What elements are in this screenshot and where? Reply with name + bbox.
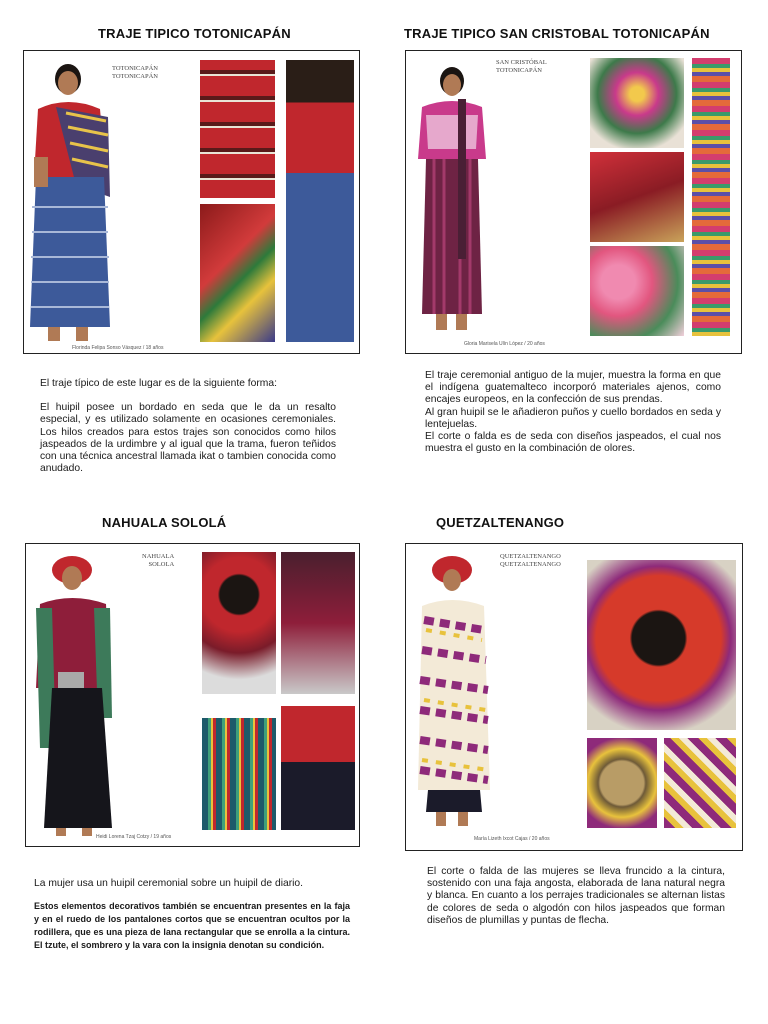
detail-photo-necklace — [590, 152, 684, 242]
location-tag — [496, 59, 547, 75]
section-text-totonicapan — [40, 378, 336, 479]
model-credit: Heidi Lorena Tzaj Cotzy / 19 años — [96, 834, 172, 840]
photo-panel-totonicapan — [23, 50, 360, 354]
location-tag — [142, 553, 174, 569]
tag-line: NAHUALA — [142, 553, 175, 560]
model-credit: Gloria Marisela Ulín López / 20 años — [464, 341, 545, 347]
detail-photo-textile — [664, 738, 736, 828]
paragraph: Al gran huipil se le añadieron puños y cuello bordados en seda y lentejuelas. — [425, 406, 721, 430]
model-credit: Florinda Felipa Sonso Vásquez / 18 años — [72, 345, 164, 351]
section-text-quetzaltenango — [427, 866, 725, 931]
detail-photo-headwrap — [202, 552, 276, 694]
paragraph: El huipil posee un bordado en seda que le da un resalto especial, y es utilizado solamente en ocasiones ceremoniales. Los hilos creados para estos trajes son conocidos como hilos jaspeados de la urdimbre y al igual que la trama, fueron teñidos con una técnica ancestral llamada ikat o tambien conocida como anudado. — [40, 402, 336, 475]
section-title-quetzaltenango: QUETZALTENANGO — [436, 515, 565, 530]
woman-figure — [412, 59, 492, 344]
paragraph: El corte o falda es de seda con diseños jaspeados, el cual nos muestra el gusto en la combinación de olores. — [425, 431, 721, 455]
detail-photo-back — [286, 60, 354, 342]
tag-line: TOTONICAPÁN — [112, 65, 158, 72]
section-text-nahuala — [34, 878, 350, 956]
photo-panel-nahuala — [25, 543, 360, 847]
paragraph: El corte o falda de las mujeres se lleva fruncido a la cintura, sostenido con una faja angosta, elaborada de lana natural negra y blanca. En cuanto a los perrajes tradicionales se alternan listas de colores de seda o algodón con hilos jaspeados que forman diseños de plumillas y puntas de flecha. — [427, 866, 725, 926]
detail-photo-coin — [587, 738, 657, 828]
detail-photo-huipil — [200, 60, 275, 198]
detail-photo-headdress — [587, 560, 736, 730]
paragraph: El traje típico de este lugar es de la siguiente forma: — [40, 378, 277, 389]
tag-line: SAN CRISTÓBAL — [496, 59, 547, 66]
woman-figure — [30, 548, 122, 840]
detail-photo-necklace — [281, 552, 355, 694]
section-title-nahuala: NAHUALA SOLOLÁ — [102, 515, 227, 530]
detail-photo-tassel — [200, 204, 275, 342]
tag-line: QUETZALTENANGO — [500, 553, 561, 560]
woman-figure — [26, 57, 114, 347]
photo-panel-quetzaltenango — [405, 543, 743, 851]
woman-figure — [414, 550, 494, 840]
tag-line: TOTONICAPÁN — [496, 67, 542, 74]
location-tag — [112, 65, 158, 81]
detail-photo-collar — [590, 58, 684, 148]
detail-photo-embroidery — [590, 246, 684, 336]
detail-photo-weave — [202, 718, 276, 830]
paragraph: Estos elementos decorativos también se encuentran presentes en la faja y en el ruedo de los pantalones cortos que se encuentran ocultos por la rodillera, que es una pieza de lana rectangular que se enrolla a la cintura. El tzute, el sombrero y la vara con la insignia denotan su condición. — [34, 901, 350, 951]
location-tag — [500, 553, 561, 569]
section-title-totonicapan: TRAJE TIPICO TOTONICAPÁN — [98, 26, 291, 41]
paragraph: El traje ceremonial antiguo de la mujer, muestra la forma en que el indígena guatemalteco incorporó materiales ajenos, como encajes europeos, en la confección de sus prendas. — [425, 370, 721, 406]
model-credit: María Lizeth Ixcot Cajas / 20 años — [474, 836, 550, 842]
section-text-san-cristobal — [425, 370, 721, 459]
section-title-san-cristobal: TRAJE TIPICO SAN CRISTOBAL TOTONICAPÁN — [404, 26, 710, 41]
tag-line: SOLOLA — [148, 561, 175, 568]
tag-line: TOTONICAPÁN — [112, 73, 158, 80]
tag-line: QUETZALTENANGO — [500, 561, 561, 568]
detail-photo-sash — [281, 706, 355, 830]
photo-panel-san-cristobal — [405, 50, 742, 354]
detail-photo-fabric — [692, 58, 730, 336]
paragraph: La mujer usa un huipil ceremonial sobre un huipil de diario. — [34, 878, 304, 889]
